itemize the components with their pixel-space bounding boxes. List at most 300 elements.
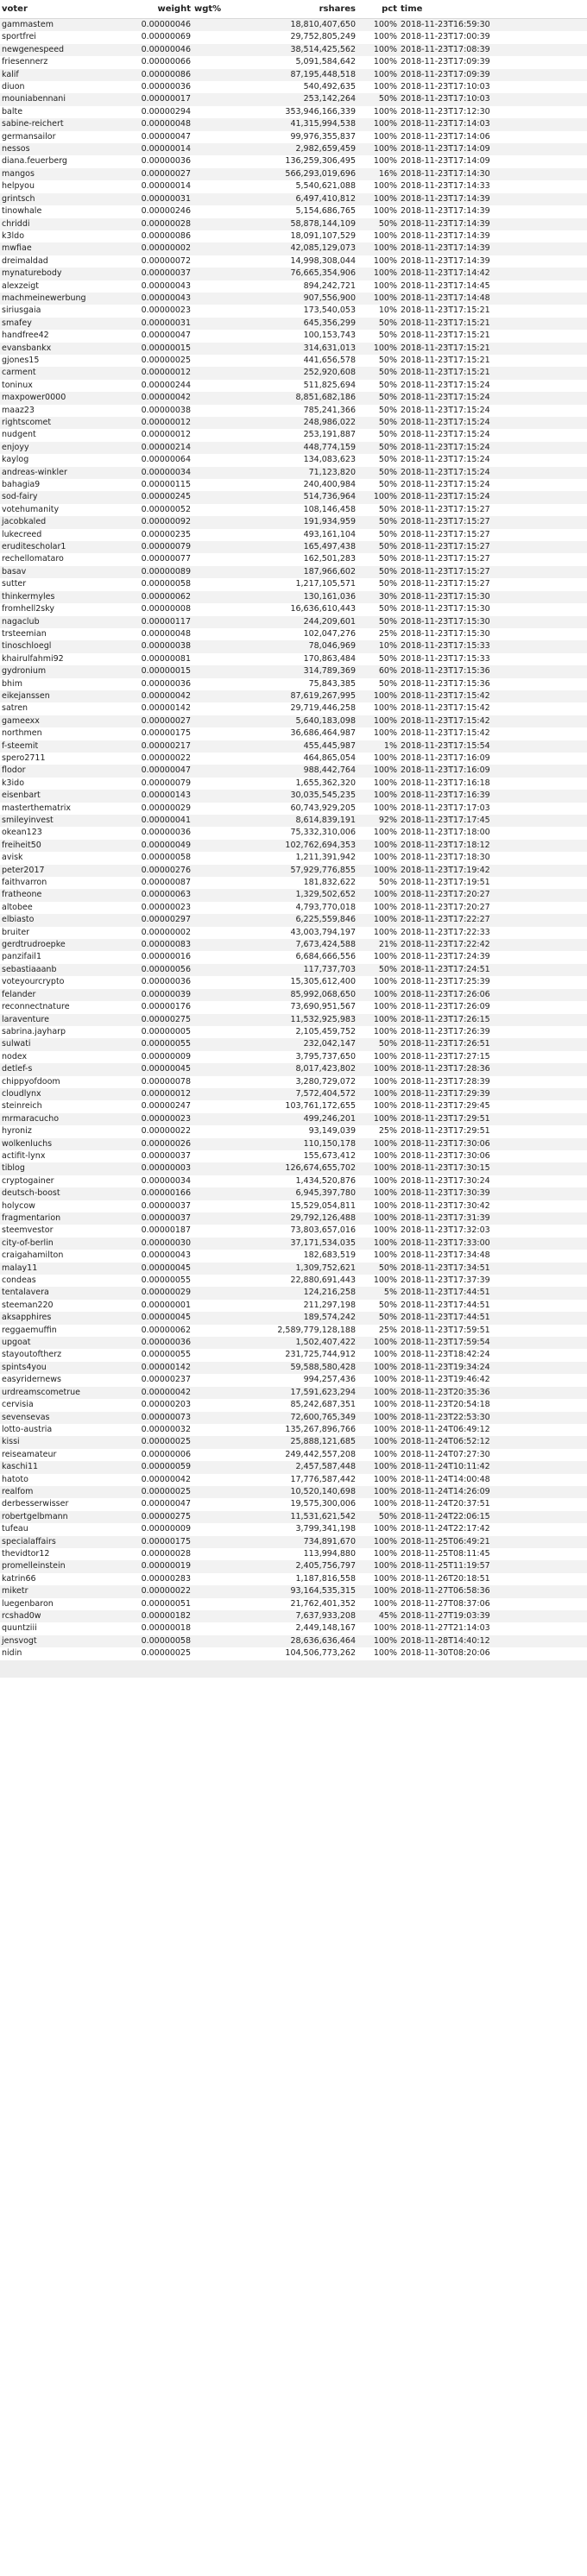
voter-cell[interactable]: faithvarron [0,877,104,889]
voter-cell[interactable]: lotto-austria [0,1424,104,1436]
time-cell: 2018-11-23T17:14:30 [399,168,587,180]
time-cell: 2018-11-23T17:32:03 [399,1225,587,1237]
weight-cell: 0.00000086 [104,69,193,81]
table-row [0,1585,587,1597]
wgt-percent-cell [193,591,248,603]
voter-cell[interactable]: luegenbaron [0,1598,104,1610]
voter-cell[interactable]: helpyou [0,180,104,192]
column-header-time[interactable]: time [399,0,587,19]
weight-cell: 0.00000016 [104,951,193,963]
voter-cell[interactable]: okean123 [0,827,104,839]
pct-cell: 50% [357,417,399,429]
table-row [0,753,587,765]
voter-cell[interactable]: newgenespeed [0,44,104,56]
voter-cell[interactable]: grintsch [0,193,104,205]
weight-cell: 0.00000052 [104,504,193,516]
table-row [0,417,587,429]
table-row [0,628,587,640]
pct-cell: 100% [357,1647,399,1660]
rshares-cell: 102,047,276 [248,628,357,640]
voter-cell[interactable]: masterthematrix [0,803,104,815]
voter-cell[interactable]: thevidtor12 [0,1548,104,1560]
voter-cell[interactable]: smileyinvest [0,815,104,827]
time-cell: 2018-11-23T17:14:39 [399,255,587,268]
voter-cell[interactable]: gameexx [0,715,104,727]
pct-cell: 100% [357,1635,399,1647]
wgt-percent-cell [193,1511,248,1523]
weight-cell: 0.00000275 [104,1014,193,1026]
time-cell: 2018-11-23T17:14:39 [399,242,587,255]
voter-cell[interactable]: evansbankx [0,343,104,355]
voter-cell[interactable]: satren [0,702,104,715]
time-cell: 2018-11-23T17:10:03 [399,81,587,93]
wgt-percent-cell [193,541,248,553]
voter-cell[interactable]: tufeau [0,1523,104,1535]
table-row [0,1263,587,1275]
pct-cell: 100% [357,753,399,765]
voter-cell[interactable]: stayoutoftherz [0,1349,104,1361]
voter-cell[interactable]: gammastem [0,19,104,32]
weight-cell: 0.00000025 [104,1436,193,1448]
rshares-cell: 165,497,438 [248,541,357,553]
weight-cell: 0.00000294 [104,106,193,118]
pct-cell: 50% [357,1263,399,1275]
table-row [0,578,587,590]
weight-cell: 0.00000175 [104,1536,193,1548]
time-cell: 2018-11-23T22:53:30 [399,1412,587,1424]
voter-cell[interactable]: altobee [0,902,104,914]
voter-cell[interactable]: diana.feuerberg [0,155,104,167]
rshares-cell: 3,795,737,650 [248,1051,357,1063]
weight-cell: 0.00000297 [104,914,193,926]
voter-cell[interactable]: mangos [0,168,104,180]
voter-cell[interactable]: mouniabennani [0,93,104,105]
time-cell: 2018-11-23T17:15:24 [399,417,587,429]
voter-cell[interactable]: k3ldo [0,230,104,242]
voter-cell[interactable]: cryptogainer [0,1175,104,1187]
voter-cell[interactable]: avisk [0,852,104,864]
time-cell: 2018-11-23T17:16:09 [399,765,587,777]
wgt-percent-cell [193,1312,248,1324]
table-row [0,591,587,603]
voter-cell[interactable]: balte [0,106,104,118]
voter-cell[interactable]: tinowhale [0,205,104,217]
table-row [0,653,587,665]
weight-cell: 0.00000246 [104,205,193,217]
voter-cell[interactable]: peter2017 [0,865,104,877]
pct-cell: 100% [357,280,399,293]
pct-cell: 50% [357,541,399,553]
wgt-percent-cell [193,1635,248,1647]
wgt-percent-cell [193,1474,248,1486]
pct-cell: 50% [357,553,399,565]
voter-cell[interactable]: miketr [0,1585,104,1597]
voter-cell[interactable]: maaz23 [0,405,104,417]
time-cell: 2018-11-23T17:12:30 [399,106,587,118]
voter-cell[interactable]: city-of-berlin [0,1238,104,1250]
time-cell: 2018-11-23T17:15:24 [399,479,587,491]
wgt-percent-cell [193,1449,248,1461]
wgt-percent-cell [193,355,248,367]
rshares-cell: 87,195,448,518 [248,69,357,81]
voter-cell[interactable]: reiseamateur [0,1449,104,1461]
voter-cell[interactable]: nudgent [0,429,104,441]
wgt-percent-cell [193,1424,248,1436]
table-row [0,131,587,143]
voter-cell[interactable]: mrmaracucho [0,1113,104,1125]
voter-cell[interactable]: actifit-lynx [0,1150,104,1162]
time-cell: 2018-11-23T17:15:24 [399,491,587,503]
voter-cell[interactable]: sulwati [0,1038,104,1050]
wgt-percent-cell [193,1100,248,1112]
time-cell: 2018-11-23T17:29:51 [399,1125,587,1137]
table-row [0,143,587,155]
time-cell: 2018-11-23T17:28:36 [399,1063,587,1075]
voter-cell[interactable]: elbiasto [0,914,104,926]
rshares-cell: 38,514,425,562 [248,44,357,56]
rshares-cell: 182,683,519 [248,1250,357,1262]
voter-cell[interactable]: nidin [0,1647,104,1660]
table-row [0,31,587,43]
wgt-percent-cell [193,715,248,727]
wgt-percent-cell [193,1461,248,1473]
wgt-percent-cell [193,727,248,740]
pct-cell: 92% [357,815,399,827]
voter-cell[interactable]: northmen [0,727,104,740]
table-row [0,765,587,777]
voter-cell[interactable]: realfom [0,1486,104,1498]
table-row [0,889,587,901]
voter-cell[interactable]: machmeinewerbung [0,293,104,305]
weight-cell: 0.00000047 [104,1498,193,1510]
table-row [0,330,587,342]
rshares-cell: 8,017,423,802 [248,1063,357,1075]
voter-cell[interactable]: lukecreed [0,529,104,541]
rshares-cell: 130,161,036 [248,591,357,603]
time-cell: 2018-11-23T17:14:39 [399,218,587,230]
pct-cell: 50% [357,1300,399,1312]
voter-cell[interactable]: sebastiaaanb [0,964,104,976]
pct-cell: 100% [357,293,399,305]
pct-cell: 100% [357,1100,399,1112]
wgt-percent-cell [193,193,248,205]
voter-cell[interactable]: cervisia [0,1399,104,1411]
voter-cell[interactable]: condeas [0,1275,104,1287]
pct-cell: 50% [357,964,399,976]
wgt-percent-cell [193,318,248,330]
voter-cell[interactable]: derbesserwisser [0,1498,104,1510]
table-row [0,865,587,877]
voter-cell[interactable]: fragmentarion [0,1212,104,1225]
time-cell: 2018-11-23T17:15:24 [399,405,587,417]
voter-cell[interactable]: germansailor [0,131,104,143]
wgt-percent-cell [193,1001,248,1013]
table-row [0,1598,587,1610]
rshares-cell: 894,242,721 [248,280,357,293]
rshares-cell: 248,986,022 [248,417,357,429]
time-cell: 2018-11-23T20:54:18 [399,1399,587,1411]
time-cell: 2018-11-25T11:19:57 [399,1560,587,1572]
voter-cell[interactable]: robertgelbmann [0,1511,104,1523]
voter-cell[interactable]: nagaclub [0,616,104,628]
voter-cell[interactable]: bahagia9 [0,479,104,491]
voter-cell[interactable]: siriusgaia [0,305,104,317]
voter-cell[interactable]: jacobkaled [0,516,104,528]
rshares-cell: 11,531,621,542 [248,1511,357,1523]
voter-cell[interactable]: eikejanssen [0,690,104,702]
voter-cell[interactable]: wolkenluchs [0,1138,104,1150]
voter-cell[interactable]: thinkermyles [0,591,104,603]
rshares-cell: 6,225,559,846 [248,914,357,926]
rshares-cell: 126,674,655,702 [248,1162,357,1175]
voter-cell[interactable]: votehumanity [0,504,104,516]
voter-cell[interactable]: craigahamilton [0,1250,104,1262]
voter-cell[interactable]: sportfrei [0,31,104,43]
time-cell: 2018-11-23T17:30:39 [399,1187,587,1200]
voter-cell[interactable]: fratheone [0,889,104,901]
voter-cell[interactable]: hatoto [0,1474,104,1486]
weight-cell: 0.00000046 [104,44,193,56]
rshares-cell: 1,329,502,652 [248,889,357,901]
voter-cell[interactable]: flodor [0,765,104,777]
weight-cell: 0.00000036 [104,1337,193,1349]
weight-cell: 0.00000025 [104,1647,193,1660]
time-cell: 2018-11-24T14:26:09 [399,1486,587,1498]
weight-cell: 0.00000038 [104,405,193,417]
voter-cell[interactable]: detlef-s [0,1063,104,1075]
voter-cell[interactable]: panzifail1 [0,951,104,963]
voter-cell[interactable]: kalif [0,69,104,81]
wgt-percent-cell [193,1113,248,1125]
voter-cell[interactable]: handfree42 [0,330,104,342]
voter-cell[interactable]: andreas-winkler [0,467,104,479]
rshares-cell: 136,259,306,495 [248,155,357,167]
rshares-cell: 249,442,557,208 [248,1449,357,1461]
time-cell: 2018-11-23T17:15:21 [399,367,587,379]
voter-cell[interactable]: rechellomataro [0,553,104,565]
time-cell: 2018-11-23T17:15:27 [399,553,587,565]
voter-cell[interactable]: reggaemuffin [0,1325,104,1337]
voter-cell[interactable]: gydronium [0,665,104,677]
time-cell: 2018-11-23T17:15:24 [399,467,587,479]
voter-cell[interactable]: spints4you [0,1362,104,1374]
voter-cell[interactable]: eisenbart [0,790,104,802]
voter-cell[interactable]: sutter [0,578,104,590]
voter-cell[interactable]: reconnectnature [0,1001,104,1013]
voter-cell[interactable]: steeman220 [0,1300,104,1312]
voter-cell[interactable]: mwfiae [0,242,104,255]
voter-cell[interactable]: promelleinstein [0,1560,104,1572]
voter-cell[interactable]: carment [0,367,104,379]
voter-cell[interactable]: steinreich [0,1100,104,1112]
voter-cell[interactable]: tinoschloegl [0,640,104,652]
time-cell: 2018-11-23T17:25:39 [399,976,587,988]
voter-cell[interactable]: dreimaldad [0,255,104,268]
wgt-percent-cell [193,343,248,355]
pct-cell: 100% [357,180,399,192]
voter-cell[interactable]: kaschi11 [0,1461,104,1473]
voter-cell[interactable]: maxpower0000 [0,392,104,404]
voter-cell[interactable]: kaylog [0,454,104,466]
wgt-percent-cell [193,305,248,317]
pct-cell: 50% [357,330,399,342]
voter-cell[interactable]: toninux [0,380,104,392]
voter-cell[interactable]: nessos [0,143,104,155]
weight-cell: 0.00000217 [104,740,193,753]
voter-cell[interactable]: freiheit50 [0,840,104,852]
table-row [0,1200,587,1212]
weight-cell: 0.00000143 [104,790,193,802]
voter-cell[interactable]: sabine-reichert [0,118,104,130]
table-row [0,504,587,516]
table-row [0,343,587,355]
time-cell: 2018-11-24T07:27:30 [399,1449,587,1461]
voter-cell[interactable]: specialaffairs [0,1536,104,1548]
voter-cell[interactable]: cloudlynx [0,1088,104,1100]
pct-cell: 100% [357,827,399,839]
voter-cell[interactable]: gjones15 [0,355,104,367]
voter-cell[interactable]: sabrina.jayharp [0,1026,104,1038]
voter-cell[interactable]: khairulfahmi92 [0,653,104,665]
voter-cell[interactable]: bhim [0,678,104,690]
voter-cell[interactable]: rightscomet [0,417,104,429]
table-row [0,1536,587,1548]
voter-cell[interactable]: mynaturebody [0,268,104,280]
voter-cell[interactable]: smafey [0,318,104,330]
voter-cell[interactable]: laraventure [0,1014,104,1026]
rshares-cell: 43,003,794,197 [248,927,357,939]
column-header-pct[interactable]: pct [357,0,399,19]
wgt-percent-cell [193,964,248,976]
voter-cell[interactable]: f-steemit [0,740,104,753]
table-row [0,106,587,118]
table-row [0,218,587,230]
pct-cell: 100% [357,976,399,988]
voter-cell[interactable]: sod-fairy [0,491,104,503]
time-cell: 2018-11-23T17:26:09 [399,1001,587,1013]
table-row [0,989,587,1001]
voter-cell[interactable]: katrin66 [0,1573,104,1585]
voter-cell[interactable]: spero2711 [0,753,104,765]
voter-cell[interactable]: aksapphires [0,1312,104,1324]
weight-cell: 0.00000045 [104,1063,193,1075]
wgt-percent-cell [193,417,248,429]
table-row [0,1287,587,1299]
voter-cell[interactable]: tentalavera [0,1287,104,1299]
weight-cell: 0.00000043 [104,1250,193,1262]
wgt-percent-cell [193,93,248,105]
table-row [0,529,587,541]
column-header-wgt-percent[interactable]: wgt% [193,0,248,19]
rshares-cell: 104,506,773,262 [248,1647,357,1660]
voter-cell[interactable]: nodex [0,1051,104,1063]
voter-cell[interactable]: hyroniz [0,1125,104,1137]
voter-cell[interactable]: chriddi [0,218,104,230]
pct-cell: 100% [357,205,399,217]
pct-cell: 50% [357,442,399,454]
column-header-voter[interactable]: voter [0,0,104,19]
voter-cell[interactable]: diuon [0,81,104,93]
voter-cell[interactable]: bruiter [0,927,104,939]
wgt-percent-cell [193,1175,248,1187]
pct-cell: 100% [357,1412,399,1424]
time-cell: 2018-11-23T17:44:51 [399,1312,587,1324]
time-cell: 2018-11-23T17:26:51 [399,1038,587,1050]
voter-cell[interactable]: deutsch-boost [0,1187,104,1200]
time-cell: 2018-11-23T17:29:45 [399,1100,587,1112]
voter-cell[interactable]: holycow [0,1200,104,1212]
rshares-cell: 1,434,520,876 [248,1175,357,1187]
voter-cell[interactable]: alexzeigt [0,280,104,293]
column-header-weight[interactable]: weight [104,0,193,19]
voter-cell[interactable]: sevensevas [0,1412,104,1424]
voter-cell[interactable]: fromhell2sky [0,603,104,615]
voter-cell[interactable]: basav [0,566,104,578]
wgt-percent-cell [193,616,248,628]
wgt-percent-cell [193,1051,248,1063]
pct-cell: 100% [357,31,399,43]
wgt-percent-cell [193,268,248,280]
voter-cell[interactable]: chippyofdoom [0,1076,104,1088]
column-header-rshares[interactable]: rshares [248,0,357,19]
voter-cell[interactable]: easyridernews [0,1374,104,1386]
wgt-percent-cell [193,429,248,441]
weight-cell: 0.00000003 [104,1162,193,1175]
pct-cell: 50% [357,454,399,466]
rshares-cell: 73,803,657,016 [248,1225,357,1237]
voter-cell[interactable]: trsteemian [0,628,104,640]
weight-cell: 0.00000015 [104,665,193,677]
voter-cell[interactable]: malay11 [0,1263,104,1275]
time-cell: 2018-11-24T14:00:48 [399,1474,587,1486]
wgt-percent-cell [193,380,248,392]
voter-cell[interactable]: upgoat [0,1337,104,1349]
table-row [0,93,587,105]
time-cell: 2018-11-23T17:15:24 [399,392,587,404]
pct-cell: 100% [357,1424,399,1436]
wgt-percent-cell [193,19,248,32]
table-row [0,1337,587,1349]
rshares-cell: 93,164,535,315 [248,1585,357,1597]
voter-cell[interactable]: steemvestor [0,1225,104,1237]
voter-cell[interactable]: rcshad0w [0,1610,104,1622]
pct-cell: 100% [357,865,399,877]
weight-cell: 0.00000022 [104,1585,193,1597]
pct-cell: 100% [357,1014,399,1026]
voter-cell[interactable]: enjoyy [0,442,104,454]
wgt-percent-cell [193,467,248,479]
voter-cell[interactable]: gerdtrudroepke [0,939,104,951]
voter-cell[interactable]: urdreamscometrue [0,1387,104,1399]
time-cell: 2018-11-23T17:27:15 [399,1051,587,1063]
wgt-percent-cell [193,1238,248,1250]
wgt-percent-cell [193,852,248,864]
weight-cell: 0.00000058 [104,1635,193,1647]
table-row [0,56,587,68]
voter-cell[interactable]: eruditescholar1 [0,541,104,553]
voter-cell[interactable]: jensvogt [0,1635,104,1647]
voter-cell[interactable]: kissi [0,1436,104,1448]
voter-cell[interactable]: friesennerz [0,56,104,68]
voter-cell[interactable]: voteyourcrypto [0,976,104,988]
time-cell: 2018-11-23T16:59:30 [399,19,587,32]
weight-cell: 0.00000031 [104,193,193,205]
voter-cell[interactable]: felander [0,989,104,1001]
voter-cell[interactable]: quuntziii [0,1622,104,1634]
voter-cell[interactable]: tiblog [0,1162,104,1175]
weight-cell: 0.00000247 [104,1100,193,1112]
voter-cell[interactable]: k3ido [0,778,104,790]
